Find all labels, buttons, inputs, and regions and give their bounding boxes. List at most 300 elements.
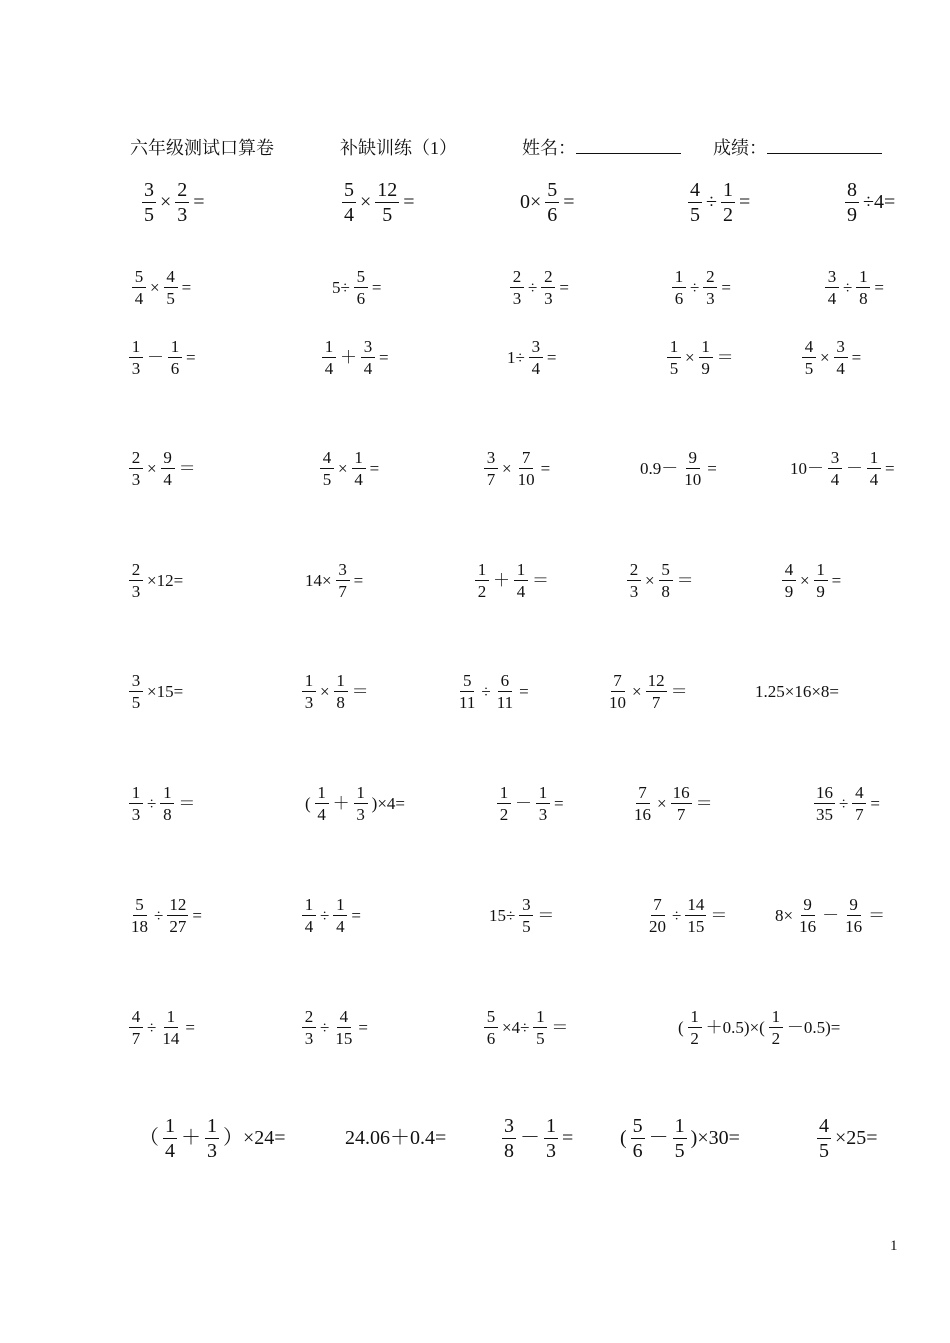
denominator: 10 (609, 692, 626, 712)
numerator: 5 (460, 672, 474, 692)
denominator: 8 (661, 581, 670, 601)
fraction (802, 338, 816, 377)
numerator: 2 (302, 1008, 316, 1028)
denominator: 15 (687, 916, 705, 936)
fraction (769, 1008, 783, 1047)
fraction (782, 561, 796, 600)
numerator: 1 (769, 1008, 783, 1028)
fraction (529, 338, 543, 377)
denominator: 3 (131, 581, 141, 601)
fraction (484, 449, 498, 488)
operator-text: － (648, 1127, 669, 1149)
denominator: 4 (354, 469, 363, 489)
operator-text: ×15= (147, 681, 184, 701)
problem-4-5 (788, 449, 897, 488)
fraction (685, 896, 706, 935)
denominator: 8 (336, 692, 345, 712)
operator-text: = (562, 1127, 574, 1149)
operator-text: = (403, 191, 415, 213)
worksheet-title: 六年级测试口算卷 (130, 138, 274, 158)
numerator: 7 (651, 896, 665, 916)
numerator: 1 (354, 784, 368, 804)
fraction (699, 338, 713, 377)
denominator: 4 (344, 203, 354, 226)
problem-6-4 (605, 672, 690, 711)
operator-text: = (353, 570, 364, 590)
operator-text: ＝ (670, 681, 688, 701)
operator-text: = (540, 458, 551, 478)
denominator: 3 (131, 358, 141, 378)
operator-text: ÷ (843, 277, 853, 297)
worksheet-header (0, 134, 950, 164)
denominator: 11 (459, 692, 476, 712)
operator-text: 1÷ (507, 347, 525, 367)
operator-text: ÷ (481, 681, 491, 701)
numerator: 5 (632, 1114, 643, 1137)
operator-text: ＝ (351, 681, 369, 701)
problem-6-2 (300, 672, 371, 711)
fraction (497, 784, 511, 823)
operator-text: ÷4= (863, 191, 896, 213)
problem-7-2 (303, 784, 407, 823)
numerator: 6 (498, 672, 512, 692)
fraction (852, 784, 866, 823)
operator-text: 15÷ (489, 905, 516, 925)
operator-text: × (338, 458, 348, 478)
fraction (647, 896, 668, 935)
fraction (671, 784, 692, 823)
fraction (817, 1116, 831, 1161)
fraction (533, 1008, 547, 1047)
operator-text: × (502, 458, 512, 478)
operator-text: ( (620, 1127, 627, 1149)
operator-text: － (515, 793, 532, 813)
denominator: 3 (131, 469, 141, 489)
numerator: 5 (659, 561, 673, 581)
denominator: 4 (363, 358, 373, 378)
operator-text: ＝ (676, 570, 694, 590)
fraction (682, 449, 703, 488)
operator-text: 8× (775, 905, 794, 925)
numerator: 1 (352, 449, 366, 469)
numerator: 5 (133, 896, 147, 916)
denominator: 15 (335, 1028, 353, 1048)
problem-9-4 (676, 1008, 842, 1047)
fraction (646, 672, 667, 711)
operator-text: － (520, 1127, 540, 1149)
denominator: 2 (722, 203, 733, 226)
operator-text: = (885, 458, 895, 478)
fraction (814, 784, 835, 823)
numerator: 1 (699, 338, 713, 358)
operator-text: × (657, 793, 667, 813)
numerator: 5 (354, 268, 368, 288)
numerator: 4 (320, 449, 334, 469)
operator-text: × (150, 277, 160, 297)
fraction (129, 449, 143, 488)
fraction (160, 1008, 181, 1047)
fraction (333, 896, 347, 935)
denominator: 5 (536, 1028, 545, 1048)
numerator: 9 (161, 449, 175, 469)
fraction (843, 896, 864, 935)
problem-8-5 (773, 896, 887, 935)
problem-8-2 (300, 896, 363, 935)
problem-2-5 (823, 268, 886, 307)
denominator: 5 (166, 288, 175, 308)
denominator: 8 (163, 804, 172, 824)
fraction (672, 268, 686, 307)
operator-text: × (360, 191, 372, 213)
operator-text: )×4= (371, 793, 406, 813)
fraction (175, 180, 189, 225)
operator-text: = (185, 1017, 195, 1037)
fraction (142, 180, 156, 225)
problem-7-1 (127, 784, 197, 823)
operator-text: 14× (305, 570, 332, 590)
operator-text: × (160, 191, 172, 213)
numerator: 1 (514, 561, 528, 581)
fraction (322, 338, 336, 377)
fraction (342, 180, 356, 225)
operator-text: = (831, 570, 842, 590)
operator-text: × (632, 681, 642, 701)
denominator: 3 (304, 692, 314, 712)
fraction (536, 784, 550, 823)
operator-text: － (822, 905, 840, 925)
fraction (352, 449, 366, 488)
fraction (659, 561, 673, 600)
problem-10-3 (500, 1116, 575, 1161)
fraction (334, 672, 348, 711)
denominator: 3 (544, 288, 553, 308)
operator-text: － (846, 458, 863, 478)
denominator: 7 (486, 469, 496, 489)
denominator: 5 (674, 1139, 685, 1162)
numerator: 5 (484, 1008, 498, 1028)
fraction (867, 449, 881, 488)
operator-text: ×4÷ (502, 1017, 530, 1037)
numerator: 1 (160, 784, 174, 804)
operator-text: = (371, 277, 382, 297)
denominator: 9 (701, 358, 710, 378)
problem-6-1 (127, 672, 185, 711)
numerator: 3 (361, 338, 375, 358)
problem-2-1 (130, 268, 193, 307)
operator-text: = (181, 277, 192, 297)
numerator: 1 (533, 1008, 547, 1028)
operator-text: ÷ (320, 905, 330, 925)
fraction (205, 1116, 219, 1161)
numerator: 3 (144, 178, 154, 201)
operator-text: －0.5)= (786, 1017, 841, 1037)
numerator: 8 (847, 178, 857, 201)
denominator: 7 (676, 804, 686, 824)
operator-text: × (147, 458, 157, 478)
denominator: 6 (356, 288, 366, 308)
denominator: 6 (632, 1139, 643, 1162)
name-field[interactable] (522, 134, 681, 160)
denominator: 5 (322, 469, 332, 489)
problem-3-4 (665, 338, 736, 377)
numerator: 9 (686, 449, 700, 469)
numerator: 1 (207, 1114, 217, 1137)
denominator: 3 (629, 581, 639, 601)
denominator: 4 (516, 581, 526, 601)
denominator: 27 (169, 916, 187, 936)
numerator: 2 (703, 268, 717, 288)
problem-10-5 (815, 1116, 880, 1161)
problem-3-3 (505, 338, 558, 377)
problem-1-5 (843, 180, 897, 225)
numerator: 7 (519, 449, 533, 469)
numerator: 3 (529, 338, 543, 358)
denominator: 7 (338, 581, 347, 601)
fraction (703, 268, 717, 307)
fraction (375, 180, 399, 225)
numerator: 4 (129, 1008, 143, 1028)
denominator: 4 (324, 358, 334, 378)
operator-text: = (563, 191, 575, 213)
problem-4-1 (127, 449, 198, 488)
numerator: 3 (828, 449, 842, 469)
fraction (688, 1008, 702, 1047)
numerator: 2 (177, 178, 188, 201)
operator-text: ＝ (532, 570, 549, 590)
denominator: 5 (522, 916, 531, 936)
denominator: 16 (799, 916, 817, 936)
numerator: 2 (541, 268, 555, 288)
operator-text: )×30= (690, 1127, 740, 1149)
denominator: 7 (131, 1028, 141, 1048)
operator-text: ÷ (672, 905, 682, 925)
operator-text: （ (139, 1127, 159, 1149)
operator-text: 0× (520, 191, 542, 213)
numerator: 1 (867, 449, 881, 469)
fraction (168, 338, 182, 377)
denominator: 35 (816, 804, 833, 824)
operator-text: ＋ (340, 347, 357, 367)
fraction (129, 338, 143, 377)
problem-4-4 (638, 449, 719, 488)
score-field[interactable] (713, 134, 882, 160)
fraction (163, 1116, 177, 1161)
operator-text: = (369, 458, 380, 478)
numerator: 1 (536, 784, 550, 804)
problem-4-2 (318, 449, 381, 488)
denominator: 3 (512, 288, 522, 308)
numerator: 1 (302, 896, 316, 916)
denominator: 3 (131, 804, 141, 824)
fraction (519, 896, 533, 935)
denominator: 5 (690, 203, 700, 226)
problem-5-4 (625, 561, 696, 600)
problem-10-4 (618, 1116, 742, 1161)
fraction (160, 784, 174, 823)
fraction (132, 268, 146, 307)
fraction (129, 784, 143, 823)
fraction (797, 896, 818, 935)
fraction (167, 896, 188, 935)
fraction (320, 449, 334, 488)
problem-5-5 (780, 561, 843, 600)
numerator: 9 (801, 896, 815, 916)
score-blank-line[interactable] (767, 139, 882, 154)
denominator: 9 (784, 581, 794, 601)
numerator: 4 (337, 1008, 351, 1028)
fraction (510, 268, 524, 307)
operator-text: ÷ (154, 905, 164, 925)
fraction (315, 784, 329, 823)
fraction (541, 268, 555, 307)
operator-text: 0.9－ (640, 458, 679, 478)
operator-text: = (186, 347, 196, 367)
fraction (607, 672, 628, 711)
numerator: 1 (856, 268, 870, 288)
numerator: 1 (302, 672, 316, 692)
numerator: 4 (782, 561, 796, 581)
page-number: 1 (890, 1238, 898, 1254)
name-blank-line[interactable] (576, 139, 681, 154)
problem-1-1 (140, 180, 207, 225)
numerator: 1 (546, 1114, 556, 1137)
fraction (354, 784, 368, 823)
operator-text: = (546, 347, 557, 367)
operator-text: ÷ (320, 1017, 330, 1037)
operator-text: = (559, 277, 569, 297)
numerator: 1 (814, 561, 828, 581)
numerator: 3 (484, 449, 498, 469)
operator-text: ＋ (493, 570, 510, 590)
denominator: 4 (163, 469, 172, 489)
problem-3-1 (127, 338, 198, 377)
operator-text: ＝ (178, 793, 196, 813)
denominator: 8 (504, 1139, 514, 1162)
operator-text: ＋ (181, 1127, 201, 1149)
fraction (361, 338, 375, 377)
denominator: 5 (804, 358, 814, 378)
denominator: 3 (207, 1139, 217, 1162)
numerator: 12 (169, 894, 187, 914)
fraction (514, 561, 528, 600)
denominator: 10 (517, 469, 535, 489)
operator-text: × (645, 570, 655, 590)
operator-text: ＝ (551, 1017, 569, 1037)
numerator: 4 (852, 784, 866, 804)
fraction (632, 784, 653, 823)
denominator: 4 (827, 288, 837, 308)
problem-1-4 (686, 180, 752, 225)
numerator: 16 (816, 782, 833, 802)
problem-7-3 (495, 784, 566, 823)
denominator: 2 (690, 1028, 699, 1048)
operator-text: = (358, 1017, 368, 1037)
problem-5-2 (303, 561, 365, 600)
numerator: 3 (504, 1114, 514, 1137)
fraction (484, 1008, 498, 1047)
problem-8-1 (127, 896, 204, 935)
operator-text: × (820, 347, 830, 367)
problem-2-3 (508, 268, 571, 307)
fraction (129, 672, 143, 711)
denominator: 2 (499, 804, 509, 824)
operator-text: = (851, 347, 862, 367)
problem-1-2 (340, 180, 417, 225)
numerator: 3 (129, 672, 143, 692)
denominator: 4 (836, 358, 845, 378)
numerator: 1 (315, 784, 329, 804)
numerator: 3 (336, 561, 350, 581)
numerator: 1 (722, 178, 733, 201)
fraction (457, 672, 477, 711)
fraction (164, 268, 178, 307)
problem-2-2 (330, 268, 383, 307)
numerator: 4 (164, 268, 178, 288)
denominator: 6 (547, 203, 558, 226)
denominator: 6 (486, 1028, 496, 1048)
operator-text: = (738, 191, 751, 213)
problem-6-3 (455, 672, 531, 711)
numerator: 12 (377, 178, 398, 201)
operator-text: = (721, 277, 731, 297)
fraction (673, 1116, 687, 1161)
problem-9-3 (482, 1008, 570, 1047)
operator-text: = (707, 458, 717, 478)
operator-text: ( (678, 1017, 684, 1037)
problem-7-4 (630, 784, 715, 823)
numerator: 1 (333, 896, 347, 916)
numerator: 1 (129, 784, 143, 804)
problem-3-5 (800, 338, 863, 377)
problem-9-2 (300, 1008, 370, 1047)
fraction (516, 449, 537, 488)
numerator: 5 (132, 268, 146, 288)
numerator: 1 (129, 338, 143, 358)
problem-2-4 (670, 268, 733, 307)
numerator: 9 (847, 896, 861, 916)
denominator: 8 (859, 288, 868, 308)
problem-5-1 (127, 561, 185, 600)
numerator: 1 (322, 338, 336, 358)
operator-text: = (351, 905, 361, 925)
operator-text: ＝ (868, 905, 886, 925)
numerator: 1 (672, 268, 686, 288)
operator-text: × (685, 347, 695, 367)
operator-text: × (320, 681, 330, 701)
operator-text: 5÷ (332, 277, 350, 297)
fraction (354, 268, 368, 307)
numerator: 1 (334, 672, 348, 692)
numerator: 4 (802, 338, 816, 358)
numerator: 1 (674, 1114, 685, 1137)
operator-text: = (379, 347, 389, 367)
operator-text: ＋0.5)×( (705, 1017, 765, 1037)
denominator: 5 (669, 358, 679, 378)
numerator: 5 (344, 178, 354, 201)
fraction (502, 1116, 516, 1161)
numerator: 4 (690, 178, 700, 201)
problem-8-4 (645, 896, 729, 935)
denominator: 2 (771, 1028, 781, 1048)
fraction (161, 449, 175, 488)
numerator: 1 (688, 1008, 702, 1028)
operator-text: ＝ (178, 458, 196, 478)
numerator: 2 (510, 268, 524, 288)
fraction (828, 449, 842, 488)
numerator: 12 (647, 670, 665, 690)
denominator: 3 (304, 1028, 314, 1048)
denominator: 3 (177, 203, 188, 226)
